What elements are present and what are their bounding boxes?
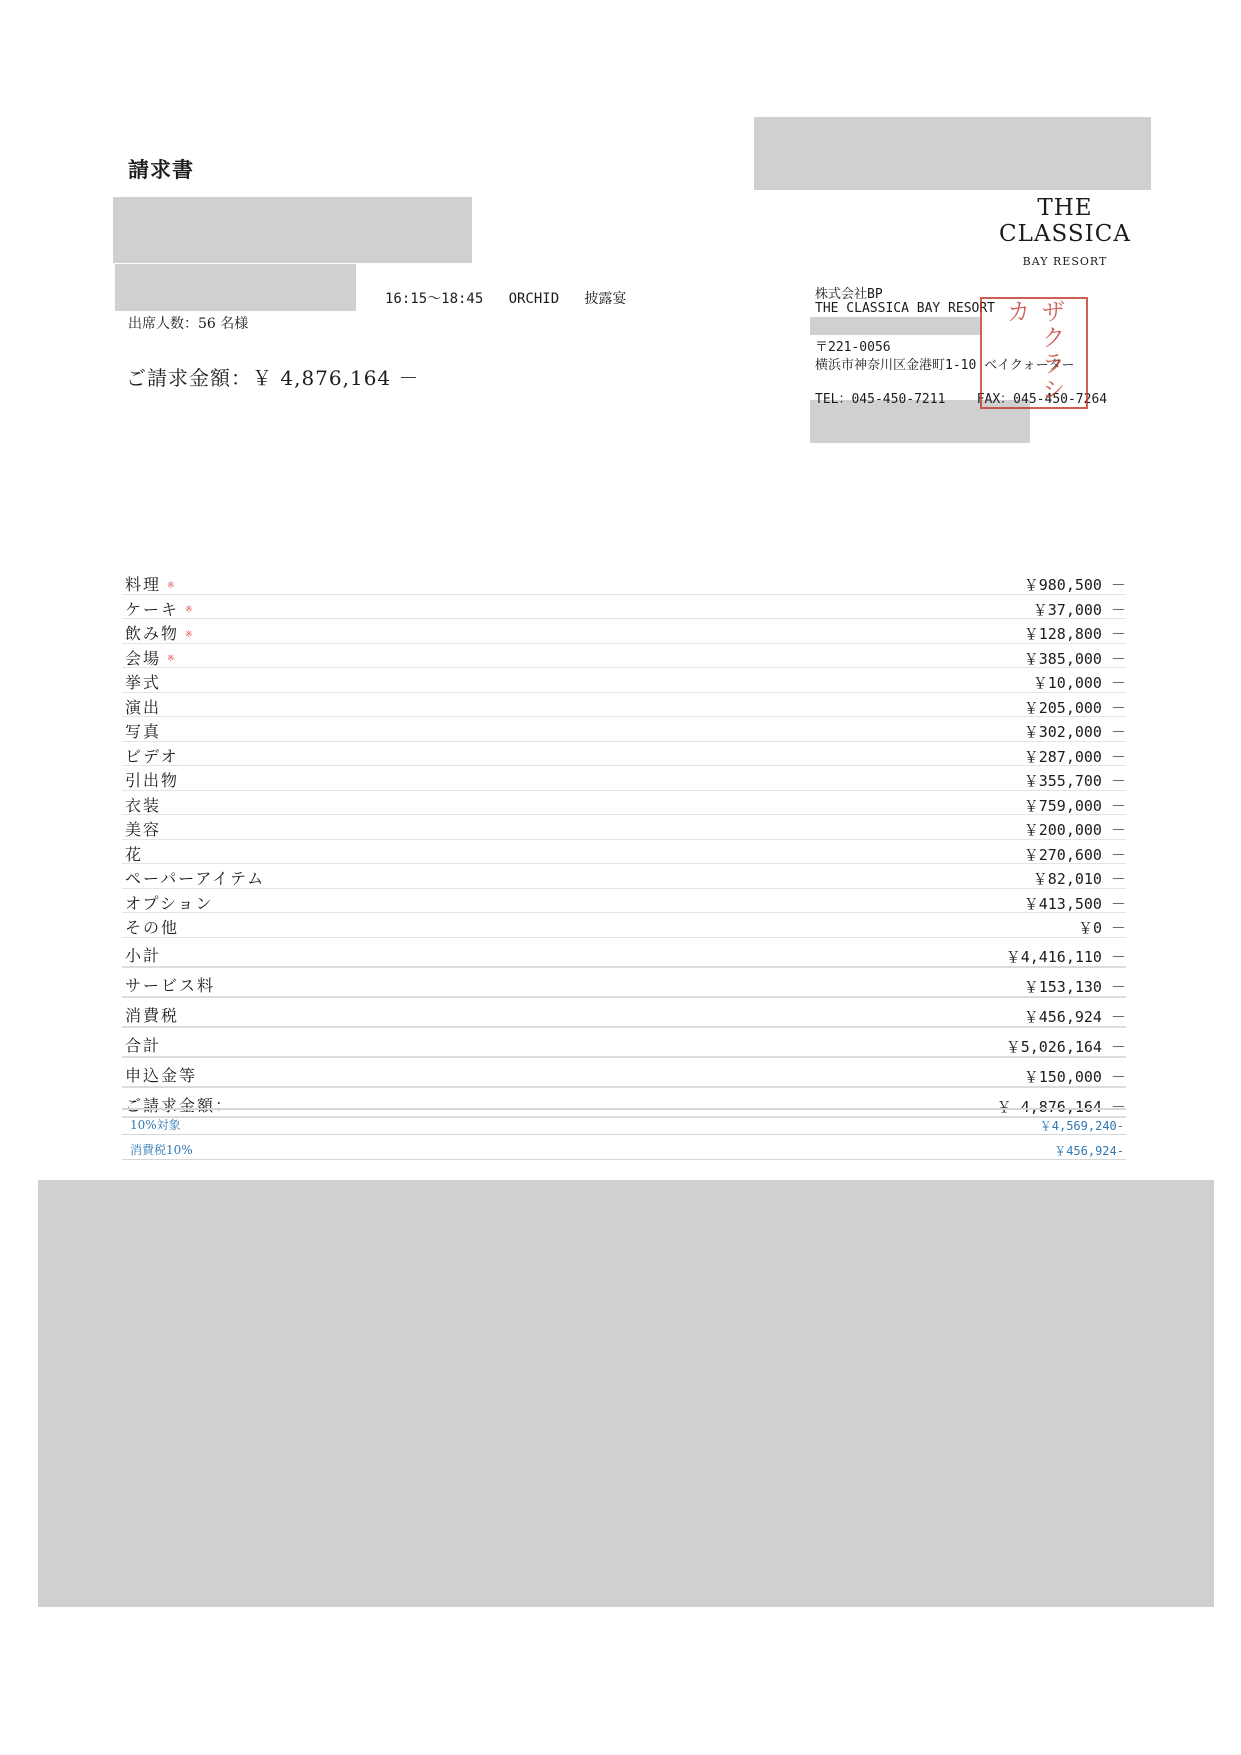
- table-row: [122, 766, 1126, 791]
- summary-label: 合計: [125, 1035, 162, 1055]
- item-amount: ￥302,000 －: [1023, 723, 1126, 741]
- redacted-block: [38, 1180, 1214, 1607]
- page-title: 請求書: [128, 157, 194, 182]
- item-label: 写真: [125, 722, 162, 741]
- summary-label: ご請求金額：: [125, 1095, 234, 1115]
- summary-row: [122, 1058, 1126, 1088]
- company-venue: THE CLASSICA BAY RESORT: [815, 301, 996, 316]
- table-row: [122, 913, 1126, 938]
- table-row: [122, 815, 1126, 840]
- tax-row: [122, 1110, 1126, 1135]
- logo-line-1: THE: [1037, 195, 1093, 221]
- venue-logo: [990, 195, 1140, 268]
- item-amount: ￥37,000 －: [1032, 600, 1126, 619]
- summary-amount: ￥456,924 －: [1023, 1007, 1126, 1026]
- table-row: [122, 570, 1126, 595]
- item-label: 美容: [125, 820, 162, 839]
- summary-amount: ￥5,026,164 －: [1005, 1037, 1126, 1056]
- table-row: [122, 889, 1126, 914]
- summary-label: 消費税: [125, 1005, 180, 1025]
- item-amount: ￥205,000 －: [1023, 698, 1126, 717]
- summary-amount: ￥153,130 －: [1023, 977, 1126, 996]
- item-amount: ￥270,600 －: [1023, 845, 1126, 864]
- company-phone-fax: TEL：045-450-7211 FAX：045-450-7264: [815, 392, 1108, 407]
- item-label: ビデオ: [125, 746, 179, 766]
- summary-label: 小計: [125, 945, 162, 965]
- item-amount: ￥200,000 －: [1023, 821, 1126, 839]
- table-row: [122, 840, 1126, 865]
- table-row: [122, 595, 1126, 620]
- table-row: [122, 791, 1126, 816]
- summary-amount: ￥150,000 －: [1023, 1067, 1126, 1086]
- item-amount: ￥128,800 －: [1023, 625, 1126, 643]
- redacted-block: [113, 197, 472, 263]
- redacted-block: [115, 264, 356, 311]
- item-label: 花: [125, 844, 144, 864]
- logo-line-3: BAY RESORT: [1022, 255, 1108, 268]
- company-postal: 〒221-0056: [815, 340, 891, 355]
- table-row: [122, 619, 1126, 644]
- event-info: 16:15〜18:45 ORCHID 披露宴: [385, 291, 627, 307]
- attendance-count: 出席人数：56 名様: [128, 316, 249, 332]
- item-amount: ￥759,000 －: [1023, 796, 1126, 815]
- table-row: [122, 668, 1126, 693]
- item-amount: ￥10,000 －: [1032, 674, 1126, 692]
- table-row: [122, 693, 1126, 718]
- asterisk-mark: ※: [185, 629, 195, 640]
- item-label: 引出物: [125, 771, 180, 790]
- summary-row: [122, 998, 1126, 1028]
- item-amount: ￥413,500 －: [1023, 894, 1126, 913]
- tax-label: 消費税10%: [130, 1143, 193, 1157]
- item-label: 会場 ※: [125, 648, 177, 668]
- tax-row: [122, 1135, 1126, 1160]
- item-label: 衣装: [125, 795, 162, 815]
- item-amount: ￥355,700 －: [1023, 772, 1126, 790]
- item-amount: ￥980,500 －: [1023, 576, 1126, 594]
- item-amount: ￥287,000 －: [1023, 747, 1126, 766]
- tax-amount: ￥4,569,240-: [1039, 1119, 1124, 1133]
- summary-label: 申込金等: [125, 1065, 198, 1085]
- item-label: ケーキ ※: [125, 599, 195, 619]
- asterisk-mark: ※: [185, 605, 195, 615]
- table-row: [122, 717, 1126, 742]
- table-row: [122, 864, 1126, 889]
- item-label: その他: [125, 918, 180, 937]
- billing-total-heading: ご請求金額：￥ 4,876,164 －: [126, 366, 420, 390]
- company-address: 横浜市神奈川区金港町1-10 ベイクォーター: [815, 358, 1075, 373]
- logo-line-2: CLASSICA: [999, 221, 1131, 247]
- summary-label: サービス料: [125, 975, 216, 995]
- table-row: [122, 742, 1126, 767]
- asterisk-mark: ※: [167, 580, 177, 591]
- asterisk-mark: ※: [167, 654, 177, 664]
- item-label: ペーパーアイテム: [125, 869, 266, 888]
- summary-amount: ￥ 4,876,164 －: [996, 1097, 1126, 1116]
- item-amount: ￥0 －: [1077, 919, 1126, 937]
- item-label: 挙式: [125, 673, 162, 692]
- item-label: オプション: [125, 893, 214, 913]
- item-label: 料理 ※: [125, 575, 177, 594]
- summary-row: [122, 938, 1126, 968]
- company-name: 株式会社BP: [815, 287, 883, 302]
- item-label: 演出: [125, 697, 162, 717]
- tax-amount: ￥456,924-: [1054, 1144, 1124, 1158]
- item-amount: ￥385,000 －: [1023, 649, 1126, 668]
- summary-row: [122, 1028, 1126, 1058]
- tax-breakdown-table: [122, 1108, 1126, 1160]
- tax-label: 10%対象: [130, 1118, 181, 1132]
- item-label: 飲み物 ※: [125, 624, 195, 643]
- summary-amount: ￥4,416,110 －: [1005, 947, 1126, 966]
- item-amount: ￥82,010 －: [1032, 870, 1126, 888]
- redacted-block: [754, 117, 1151, 190]
- redacted-block: [810, 317, 980, 335]
- table-row: [122, 644, 1126, 669]
- summary-row: [122, 968, 1126, 998]
- invoice-items-table: [122, 570, 1126, 1118]
- company-seal-stamp: ザクラシカ: [980, 297, 1088, 409]
